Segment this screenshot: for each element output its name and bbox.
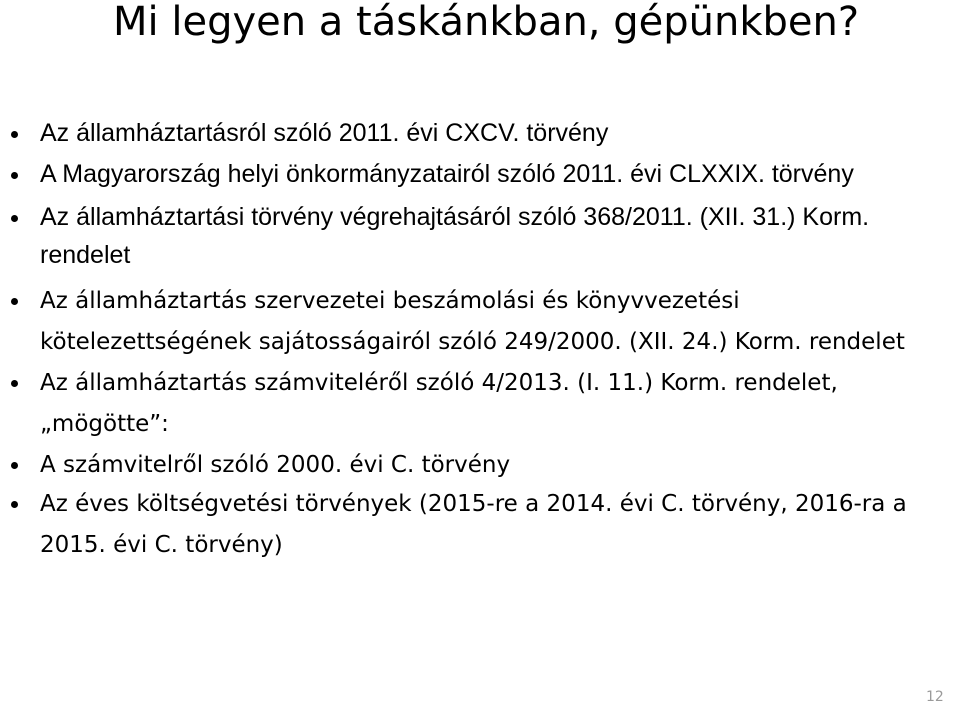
list-item-text: Az államháztartás szervezetei beszámolási és könyvvezetési kötelezettségének sajátosságairól szóló 249/2000. (XII. 24.) Korm. rendelet — [40, 288, 905, 355]
slide-title: Mi legyen a táskánkban, gépünkben? — [113, 0, 860, 45]
list-item-text: Az államháztartás számviteléről szóló 4/2013. (I. 11.) Korm. rendelet, „mögötte”: — [40, 370, 838, 437]
list-item — [40, 155, 945, 193]
list-item-text: A Magyarország helyi önkormányzatairól szóló 2011. évi CLXXIX. törvény — [40, 160, 854, 188]
bullet-icon — [11, 462, 18, 469]
list-item-text: A számvitelről szóló 2000. évi C. törvény — [40, 452, 511, 478]
list-item — [40, 445, 945, 486]
list-item-text: Az államháztartásról szóló 2011. évi CXCV. törvény — [40, 119, 609, 147]
bullet-icon — [11, 131, 18, 138]
bullet-icon — [11, 380, 18, 387]
list-item — [40, 363, 945, 445]
bullet-icon — [11, 215, 18, 222]
bullet-icon — [11, 298, 18, 305]
list-item — [40, 484, 945, 566]
list-item-text: Az éves költségvetési törvények (2015-re a 2014. évi C. törvény, 2016-ra a 2015. évi C. törvény) — [40, 491, 907, 558]
list-item-text: Az államháztartási törvény végrehajtásáról szóló 368/2011. (XII. 31.) Korm. rendelet — [40, 203, 870, 269]
list-item — [40, 114, 945, 152]
list-item — [40, 198, 945, 274]
list-item — [40, 281, 945, 363]
bullet-icon — [11, 172, 18, 179]
bullet-icon — [11, 501, 18, 508]
page-number: 12 — [926, 689, 944, 705]
